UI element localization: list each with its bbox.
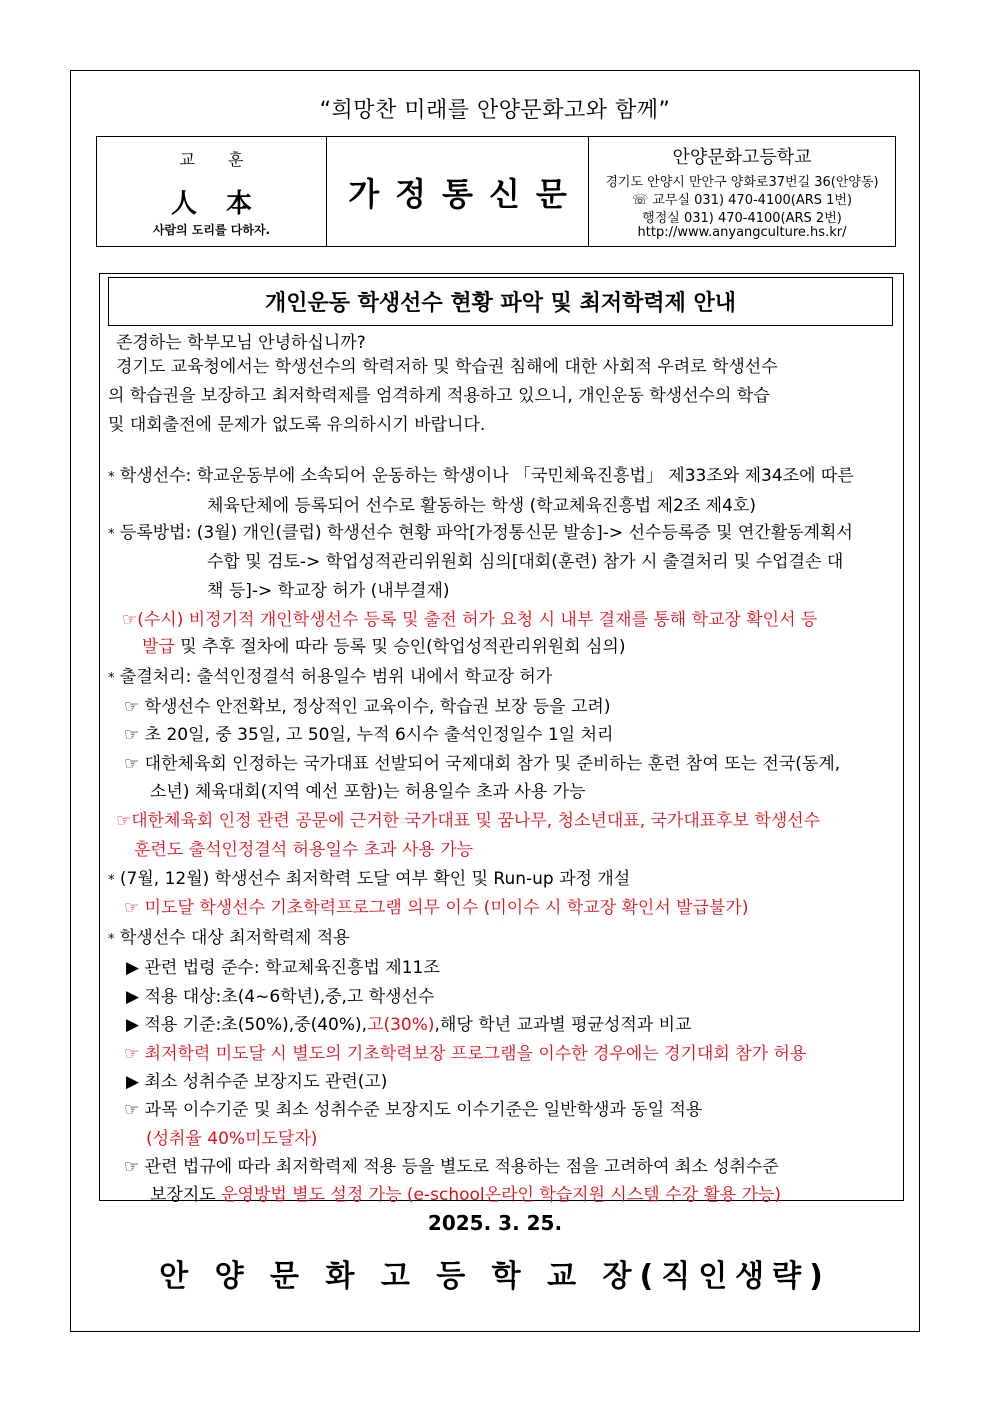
document-frame: [70, 70, 920, 1332]
attendance-sub-cont: 소년) 체육대회(지역 예선 포함)는 허용일수 초과 사용 가능: [150, 782, 586, 802]
min-academic-sub: ☞ 과목 이수기준 및 최소 성취수준 보장지도 이수기준은 일반학생과 동일 적용: [124, 1100, 703, 1120]
newsletter-title: 가정통신문: [348, 174, 583, 213]
min-academic-sub: ☞ 관련 법규에 따라 최저학력제 적용 등을 별도로 적용하는 점을 고려하여 최소 성취수준: [124, 1157, 779, 1177]
phone-admin: 행정실 031) 470-4100(ARS 2번): [642, 211, 842, 226]
school-address: 경기도 안양시 만안구 양화로37번길 36(안양동): [605, 175, 879, 190]
issue-date: 2025. 3. 25.: [427, 1211, 563, 1235]
registration-note-cont: 발급 및 추후 절차에 따라 등록 및 승인(학업성적관리위원회 심의): [142, 637, 626, 657]
definition-item: * 학생선수: 학교운동부에 소속되어 운동하는 학생이나 「국민체육진흥법」 제33조와 제34조에 따른: [108, 466, 854, 486]
bullet-icon: *: [108, 470, 115, 485]
attendance-note-cont: 훈련도 출석인정결석 허용일수 초과 사용 가능: [134, 840, 474, 860]
definition-item-cont: 체육단체에 등록되어 선수로 활동하는 학생 (학교체육진흥법 제2조 제4호): [207, 496, 756, 516]
min-academic-sub: ▶ 적용 기준:초(50%),중(40%),고(30%),해당 학년 교과별 평균성적과 비교: [126, 1015, 692, 1035]
runup-item: * (7월, 12월) 학생선수 최저학력 도달 여부 확인 및 Run-up 과정 개설: [108, 869, 631, 889]
registration-item-cont: 책 등]-> 학교장 허가 (내부결재): [207, 581, 450, 601]
bullet-icon: *: [108, 671, 115, 686]
principal-signature: 안 양 문 화 고 등 학 교 장(직인생략): [159, 1259, 831, 1294]
intro-line-2: 의 학습권을 보장하고 최저학력제를 엄격하게 적용하고 있으니, 개인운동 학생선수의 학습: [108, 386, 770, 406]
slogan: “희망찬 미래를 안양문화고와 함께”: [319, 98, 671, 123]
min-academic-sub-cont: 보장지도 운영방법 별도 설정 가능 (e-school온라인 학습지원 시스템 수강 활용 가능): [150, 1185, 782, 1205]
bullet-icon: *: [108, 873, 115, 888]
school-name: 안양문화고등학교: [672, 147, 812, 168]
header-table: [96, 136, 896, 247]
intro-line-1: 경기도 교육청에서는 학생선수의 학력저하 및 학습권 침해에 대한 사회적 우려로 학생선수: [116, 357, 778, 377]
min-academic-sub: ▶ 최소 성취수준 보장지도 관련(고): [126, 1072, 388, 1092]
min-academic-sub: ▶ 적용 대상:초(4~6학년),중,고 학생선수: [126, 987, 435, 1007]
registration-item: * 등록방법: (3월) 개인(클럽) 학생선수 현황 파악[가정통신문 발송]-> 선수등록증 및 연간활동계획서: [108, 523, 853, 543]
bullet-icon: *: [108, 527, 115, 542]
min-academic-sub: ▶ 관련 법령 준수: 학교체육진흥법 제11조: [126, 958, 440, 978]
attendance-sub: ☞ 초 20일, 중 35일, 고 50일, 누적 6시수 출석인정일수 1일 처리: [124, 725, 614, 745]
runup-note: ☞ 미도달 학생선수 기초학력프로그램 의무 이수 (미이수 시 학교장 확인서 발급불가): [124, 898, 749, 918]
min-academic-note: ☞ 최저학력 미도달 시 별도의 기초학력보장 프로그램을 이수한 경우에는 경기대회 참가 허용: [124, 1044, 807, 1064]
registration-note: ☞(수시) 비정기적 개인학생선수 등록 및 출전 허가 요청 시 내부 결재를 통해 학교장 확인서 등: [122, 610, 818, 630]
motto-subtext: 사람의 도리를 다하자.: [152, 223, 271, 237]
attendance-item: * 출결처리: 출석인정결석 허용일수 범위 내에서 학교장 허가: [108, 667, 553, 687]
motto-cell: [97, 137, 327, 246]
school-website-link[interactable]: http://www.anyangculture.hs.kr/: [637, 225, 847, 240]
phone-office: ☏ 교무실 031) 470-4100(ARS 1번): [631, 193, 853, 208]
registration-item-cont: 수합 및 검토-> 학업성적관리위원회 심의[대회(훈련) 참가 시 출결처리 및 수업결손 대: [207, 552, 844, 572]
attendance-sub: ☞ 학생선수 안전확보, 정상적인 교육이수, 학습권 보장 등을 고려): [124, 697, 611, 717]
bullet-icon: *: [108, 932, 115, 947]
attendance-note: ☞대한체육회 인정 관련 공문에 근거한 국가대표 및 꿈나무, 청소년대표, 국가대표후보 학생선수: [116, 811, 821, 831]
attendance-sub: ☞ 대한체육회 인정하는 국가대표 선발되어 국제대회 참가 및 준비하는 훈련 참여 또는 전국(동계,: [124, 754, 841, 774]
school-info-cell: [589, 137, 895, 246]
greeting: 존경하는 학부모님 안녕하십니까?: [116, 333, 366, 353]
content-box: [99, 273, 904, 1205]
motto-text: 人 本: [170, 189, 263, 219]
min-academic-item: * 학생선수 대상 최저학력제 적용: [108, 928, 350, 948]
subject-title: 개인운동 학생선수 현황 파악 및 최저학력제 안내: [108, 277, 893, 326]
motto-label: 교 훈: [179, 150, 258, 169]
intro-line-3: 및 대회출전에 문제가 없도록 유의하시기 바랍니다.: [108, 415, 486, 435]
title-cell: [327, 137, 589, 246]
min-academic-note: (성취율 40%미도달자): [146, 1129, 318, 1149]
